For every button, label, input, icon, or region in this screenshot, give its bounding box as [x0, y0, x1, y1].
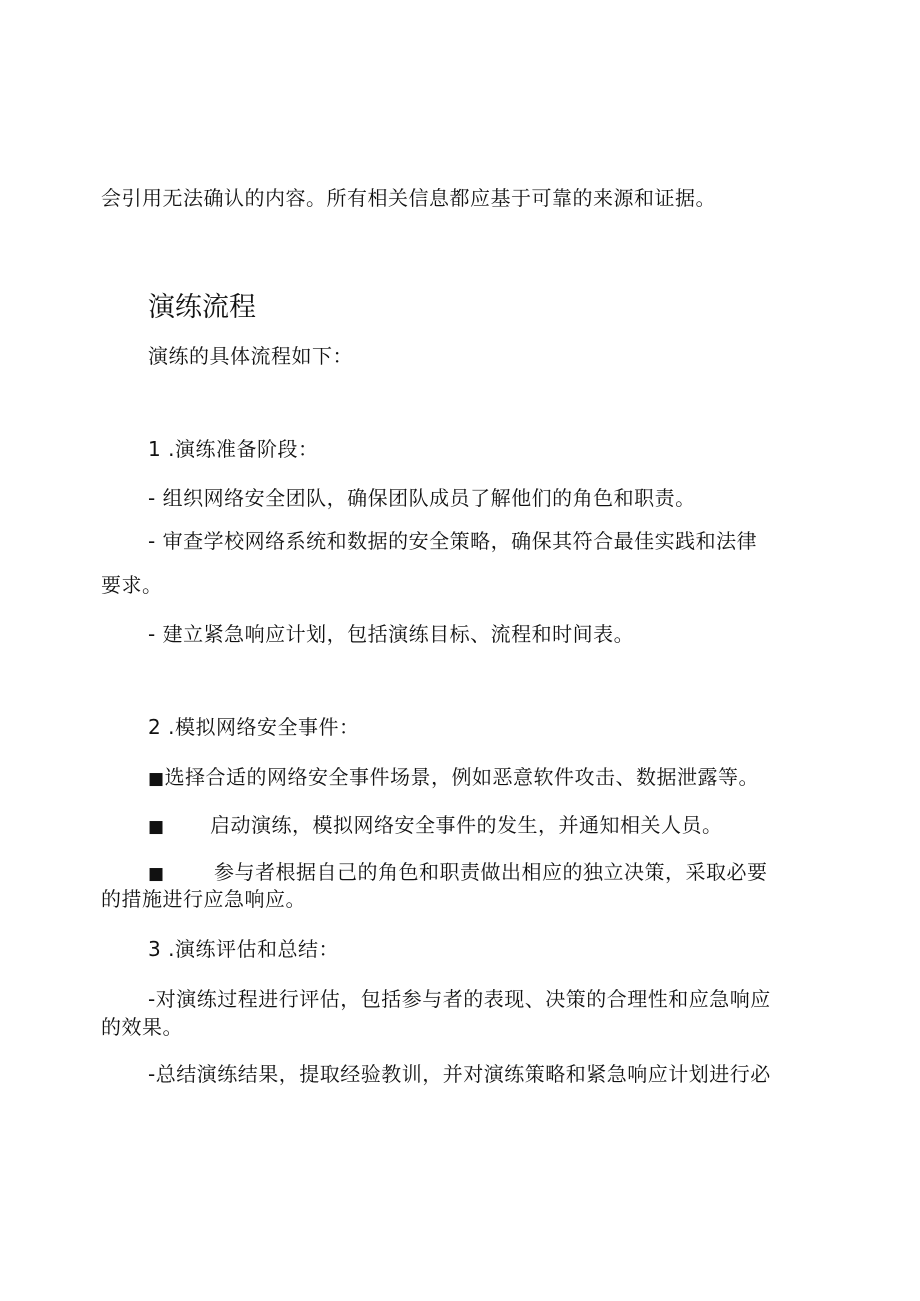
- step1-item2-line2: 要求。: [101, 573, 163, 597]
- step2-item2: 启动演练，模拟网络安全事件的发生，并通知相关人员。: [210, 813, 723, 837]
- step2-title: 2 .模拟网络安全事件：: [148, 715, 360, 739]
- step2-item3-line1: 参与者根据自己的角色和职责做出相应的独立决策，采取必要: [214, 860, 768, 884]
- step3-item2-line1: -总结演练结果，提取经验教训，并对演练策略和紧急响应计划进行必: [148, 1062, 771, 1086]
- square-bullet-icon: ■: [148, 817, 165, 837]
- section-lead: 演练的具体流程如下：: [148, 344, 353, 368]
- step1-item1: - 组织网络安全团队，确保团队成员了解他们的角色和职责。: [148, 486, 696, 510]
- step2-item1: [148, 765, 759, 791]
- square-bullet-icon: ■: [148, 769, 165, 789]
- step3-item1-line1: -对演练过程进行评估，包括参与者的表现、决策的合理性和应急响应: [148, 987, 771, 1011]
- square-bullet-icon: ■: [148, 864, 165, 884]
- step2-item2-bullet: [148, 813, 165, 839]
- section-heading: 演练流程: [148, 292, 256, 323]
- step2-item3-line2: 的措施进行应急响应。: [101, 887, 306, 911]
- step2-item3-bullet: [148, 860, 165, 886]
- step1-item3: - 建立紧急响应计划，包括演练目标、流程和时间表。: [148, 622, 635, 646]
- step2-item1-text: 选择合适的网络安全事件场景，例如恶意软件攻击、数据泄露等。: [164, 765, 760, 789]
- step3-item1-line2: 的效果。: [101, 1015, 183, 1039]
- intro-paragraph: 会引用无法确认的内容。所有相关信息都应基于可靠的来源和证据。: [101, 186, 716, 210]
- step3-title: 3 .演练评估和总结：: [148, 937, 339, 961]
- step1-title: 1 .演练准备阶段：: [148, 437, 319, 461]
- step1-item2-line1: - 审查学校网络系统和数据的安全策略，确保其符合最佳实践和法律: [148, 529, 758, 553]
